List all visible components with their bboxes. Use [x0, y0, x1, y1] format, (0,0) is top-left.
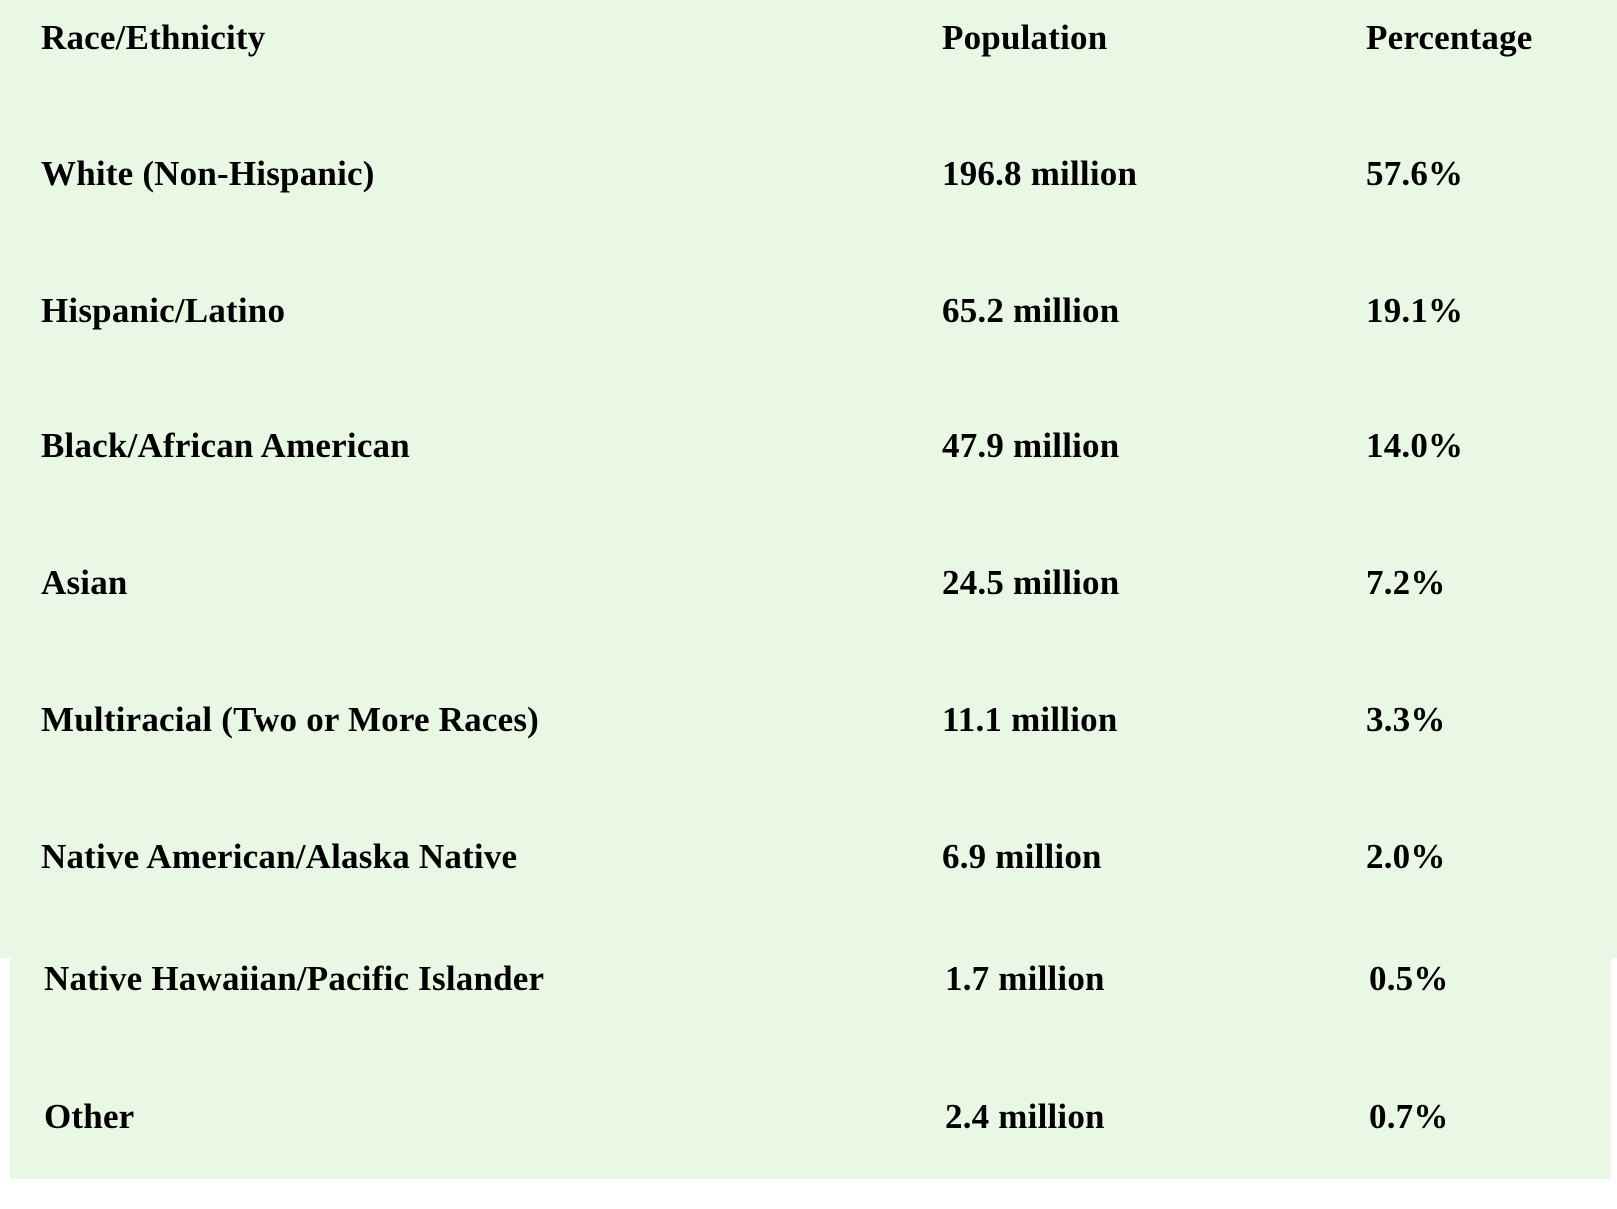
- row-population: 47.9 million: [942, 426, 1120, 465]
- row-population: 196.8 million: [942, 154, 1138, 193]
- row-percentage: 19.1%: [1366, 291, 1464, 330]
- header-percentage: Percentage: [1366, 18, 1533, 57]
- row-percentage: 0.7%: [1369, 1097, 1449, 1136]
- row-population: 2.4 million: [945, 1097, 1105, 1136]
- row-group: White (Non-Hispanic): [41, 154, 375, 193]
- header-population: Population: [942, 18, 1108, 57]
- row-population: 24.5 million: [942, 563, 1120, 602]
- row-percentage: 7.2%: [1366, 563, 1446, 602]
- row-percentage: 57.6%: [1366, 154, 1464, 193]
- header-race-ethnicity: Race/Ethnicity: [41, 18, 266, 57]
- row-percentage: 3.3%: [1366, 700, 1446, 739]
- row-percentage: 0.5%: [1369, 959, 1449, 998]
- row-population: 65.2 million: [942, 291, 1120, 330]
- row-group: Asian: [41, 563, 128, 602]
- row-population: 11.1 million: [942, 700, 1118, 739]
- row-group: Multiracial (Two or More Races): [41, 700, 539, 739]
- row-group: Hispanic/Latino: [41, 291, 286, 330]
- row-group: Native Hawaiian/Pacific Islander: [44, 959, 545, 998]
- row-percentage: 2.0%: [1366, 837, 1446, 876]
- row-group: Black/African American: [41, 426, 410, 465]
- row-group: Other: [44, 1097, 135, 1136]
- row-group: Native American/Alaska Native: [41, 837, 518, 876]
- row-population: 6.9 million: [942, 837, 1102, 876]
- row-population: 1.7 million: [945, 959, 1105, 998]
- row-percentage: 14.0%: [1366, 426, 1464, 465]
